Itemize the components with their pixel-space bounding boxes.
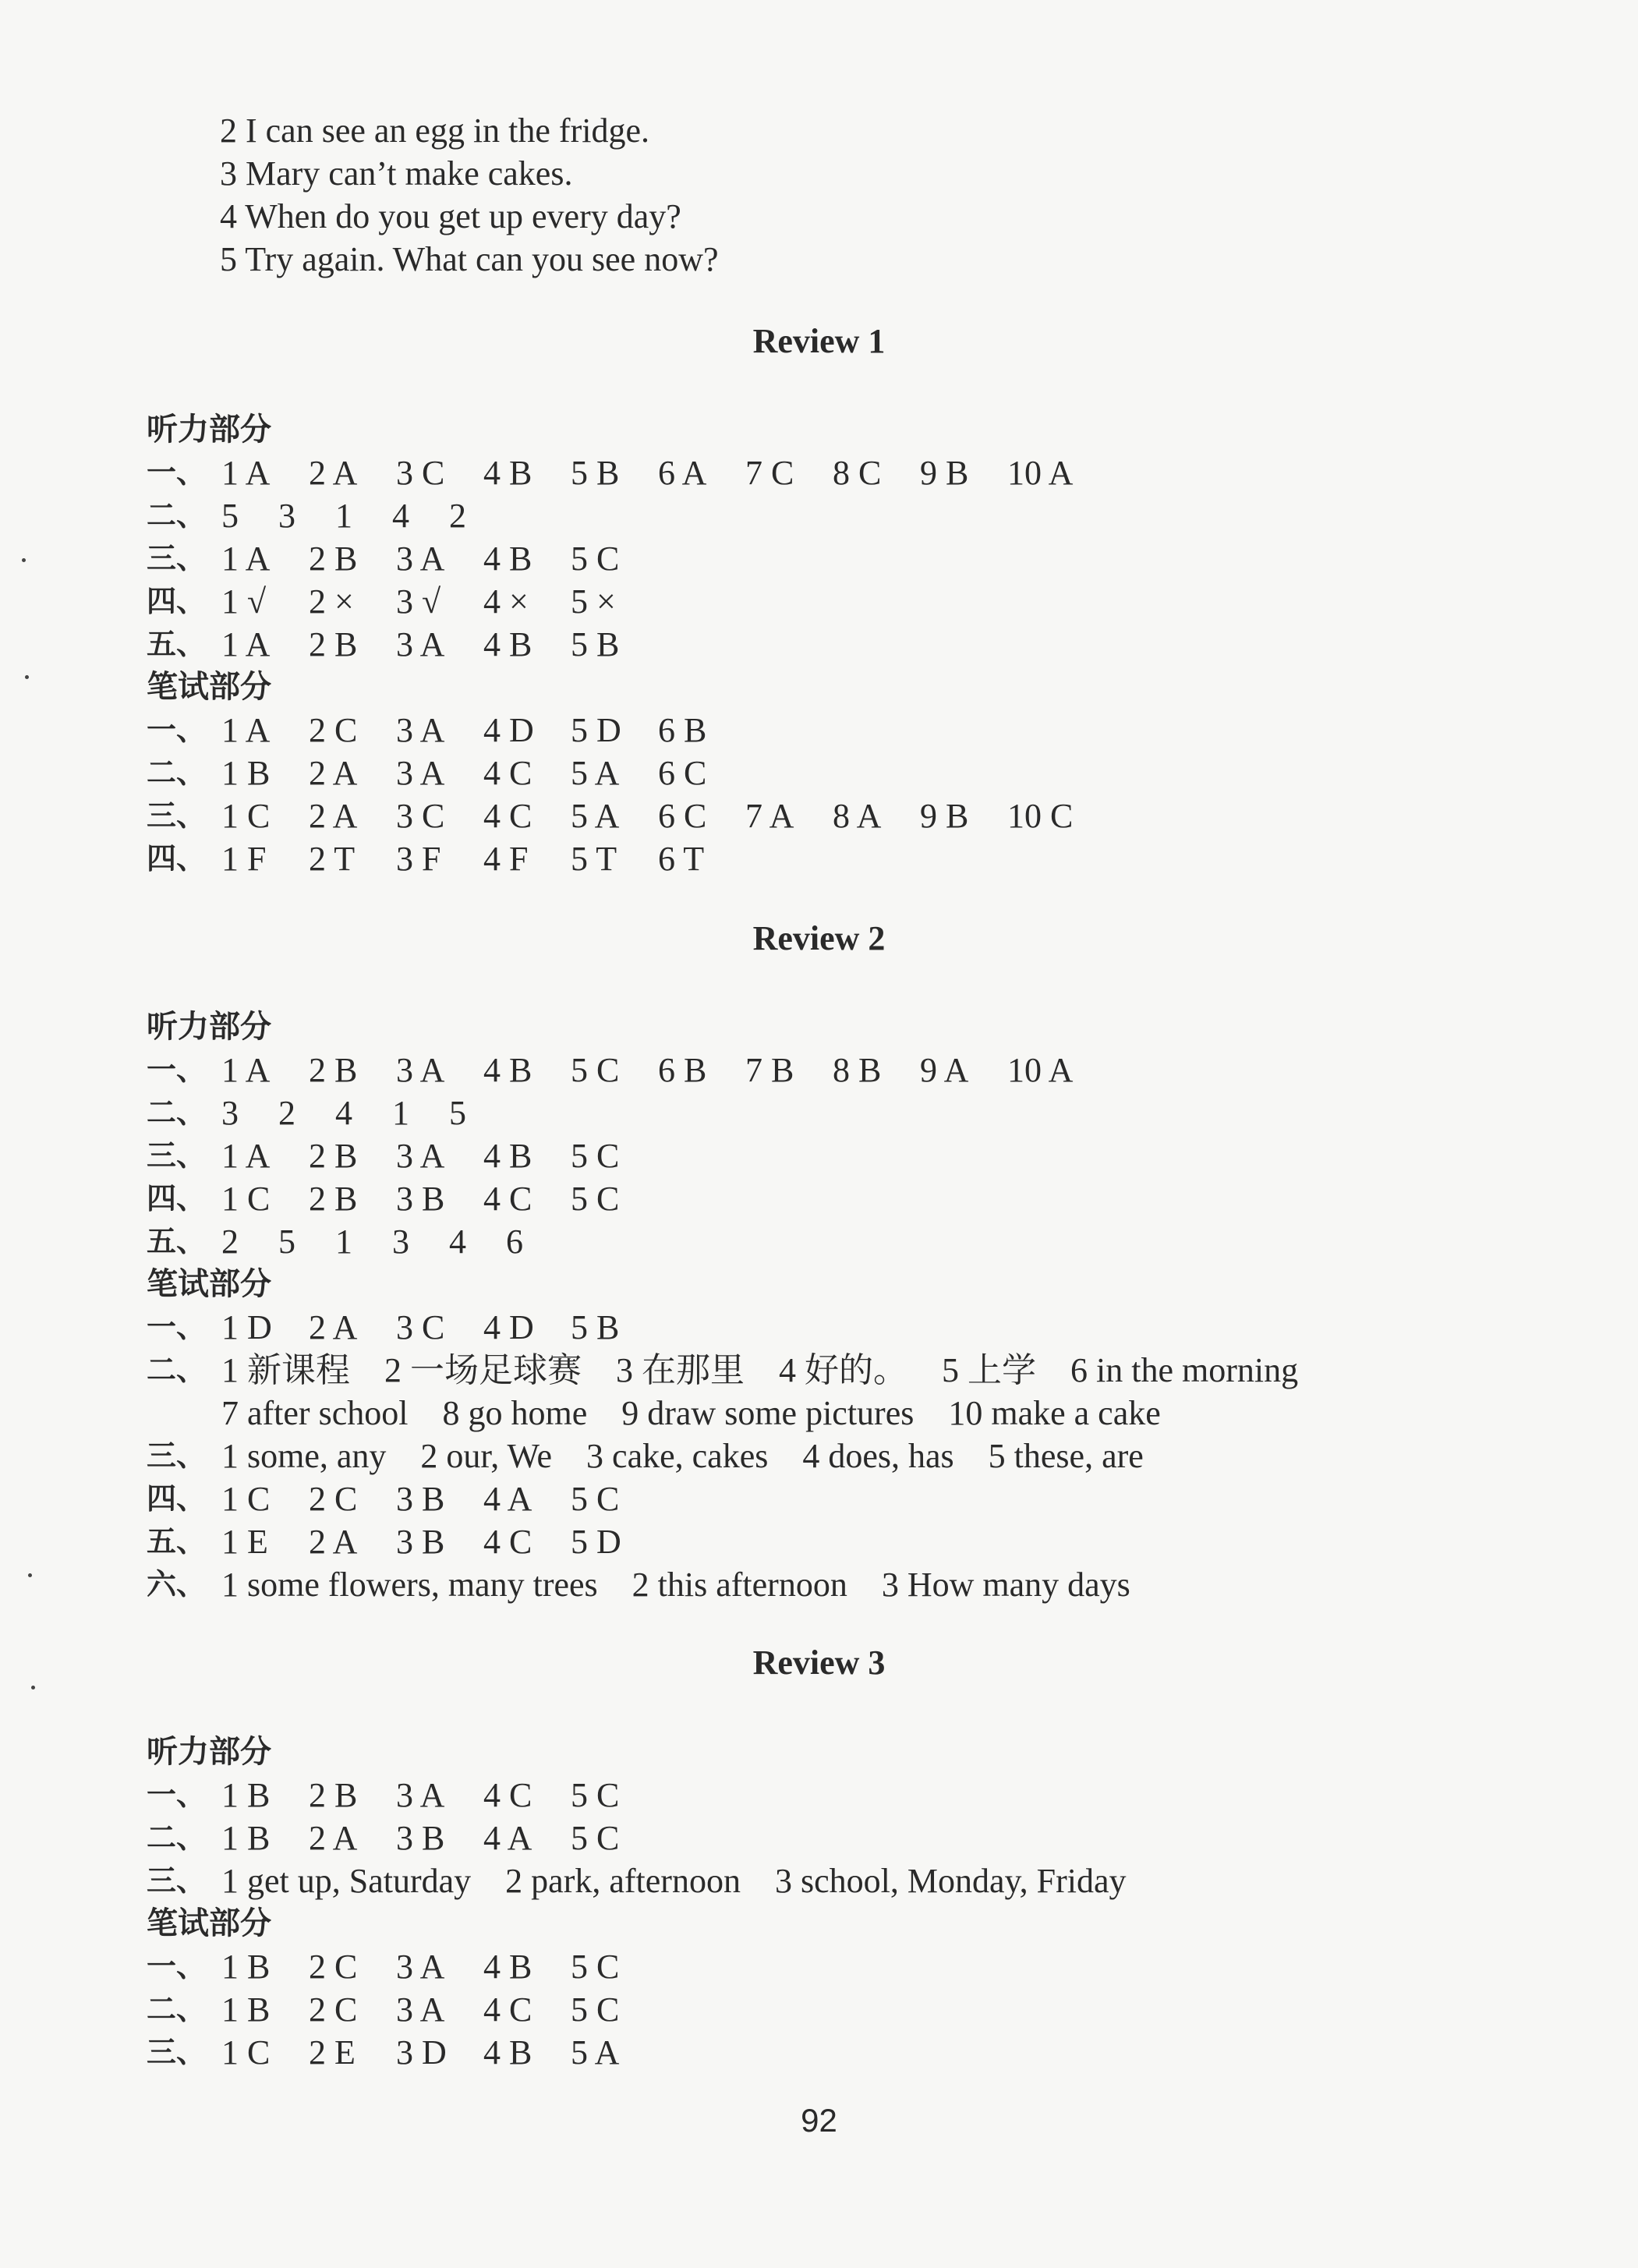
answer-item: 1 E [221, 1523, 268, 1561]
answer-item: 2 A [309, 1819, 358, 1857]
answer-item: 2 [278, 1094, 295, 1132]
answer-item: 1 A [221, 1137, 271, 1175]
question-number [147, 1392, 221, 1435]
answer-row [147, 752, 1095, 794]
answer-item: 5 × [571, 582, 616, 621]
answer-item: 5 B [571, 625, 620, 663]
question-number: 四、 [147, 841, 207, 876]
answer-item: 3 [392, 1222, 409, 1261]
question-number: 二、 [147, 1820, 207, 1855]
answer-item: 4 does, has [802, 1437, 954, 1475]
answer-item: 7 A [745, 797, 794, 835]
answer-item: 2 E [309, 2033, 356, 2072]
answer-row [147, 1134, 1332, 1177]
answer-item: 9 B [920, 454, 969, 492]
answer-item: 3 C [396, 454, 445, 492]
section-label: 笔试部分 [147, 1905, 271, 1941]
answer-item: 3 C [396, 1308, 445, 1346]
answer-item: 1 C [221, 797, 271, 835]
answer-item: 1 B [221, 1990, 271, 2029]
answer-item: 3 [221, 1094, 239, 1132]
answer-item: 3 F [396, 840, 441, 878]
answer-item: 5 C [571, 540, 620, 578]
answer-item: 2 T [309, 840, 356, 878]
answer-item: 1 F [221, 840, 267, 878]
question-number: 一、 [147, 1778, 207, 1812]
question-number: 三、 [147, 2035, 207, 2069]
answer-item: 4 B [483, 2033, 532, 2072]
answer-item: 5 C [571, 1990, 620, 2029]
question-number: 三、 [147, 541, 207, 575]
answer-item: 3 A [396, 540, 445, 578]
answer-item: 5 C [571, 1819, 620, 1857]
question-number: 一、 [147, 713, 207, 747]
scan-speck [22, 558, 26, 562]
section-label: 笔试部分 [147, 669, 271, 705]
answer-item: 4 B [483, 454, 532, 492]
answer-item: 9 A [920, 1051, 969, 1089]
answer-item: 2 [449, 497, 466, 535]
answer-item: 2 park, afternoon [505, 1862, 741, 1900]
answer-item: 2 our, We [420, 1437, 553, 1475]
answer-row [147, 580, 1095, 623]
answer-line: 3 Mary can’t make cakes. [220, 154, 573, 193]
answer-item: 5 D [571, 711, 621, 749]
answer-item: 4 A [483, 1480, 532, 1518]
question-number: 一、 [147, 455, 207, 490]
answer-item: 3 A [396, 1051, 445, 1089]
answer-item: 7 after school [221, 1394, 409, 1432]
answer-row [147, 1817, 1161, 1859]
answer-item: 5 C [571, 1480, 620, 1518]
answer-item: 4 C [483, 1990, 532, 2029]
answer-row [147, 1435, 1332, 1477]
answer-item: 3 A [396, 754, 445, 792]
answer-item: 4 D [483, 711, 534, 749]
answer-item: 3 D [396, 2033, 447, 2072]
answer-item: 3 school, Monday, Friday [774, 1862, 1127, 1900]
answer-item: 1 √ [221, 582, 267, 621]
answer-item: 1 A [221, 540, 271, 578]
answer-item: 1 [335, 1222, 352, 1261]
answer-item: 5 C [571, 1051, 620, 1089]
answer-row [147, 1306, 1332, 1349]
answer-item: 2 this afternoon [631, 1566, 847, 1604]
answer-item: 3 A [396, 1137, 445, 1175]
answer-item: 2 A [309, 454, 358, 492]
answer-item: 5 C [571, 1948, 620, 1986]
answer-item: 2 C [309, 1990, 358, 2029]
question-number: 三、 [147, 1863, 207, 1898]
answer-item: 1 B [221, 1819, 271, 1857]
page-number: 92 [801, 2102, 837, 2139]
answer-item: 3 C [396, 797, 445, 835]
answer-item: 3 B [396, 1180, 445, 1218]
question-number: 二、 [147, 1095, 207, 1130]
answer-item: 1 some, any [221, 1437, 387, 1475]
answer-line: 5 Try again. What can you see now? [220, 240, 719, 278]
answer-item: 2 A [309, 1523, 358, 1561]
answer-item: 1 [335, 497, 352, 535]
answer-item: 6 B [658, 711, 707, 749]
answer-row [147, 1477, 1332, 1520]
review-title: Review 3 [752, 1644, 886, 1682]
section-label: 听力部分 [147, 1734, 271, 1770]
question-number: 二、 [147, 1353, 207, 1387]
answer-item: 5 上学 [942, 1351, 1036, 1389]
answer-row [147, 2031, 1161, 2074]
answer-item: 3 在那里 [616, 1351, 745, 1389]
answer-item: 2 C [309, 711, 358, 749]
answer-row [147, 1563, 1332, 1606]
answer-row [147, 1859, 1161, 1902]
answer-item: 1 B [221, 1948, 271, 1986]
scan-speck [28, 1573, 32, 1577]
answer-item: 1 A [221, 711, 271, 749]
question-number: 二、 [147, 755, 207, 790]
question-number: 三、 [147, 1438, 207, 1473]
answer-item: 2 A [309, 797, 358, 835]
answer-item: 2 B [309, 1776, 358, 1814]
answer-item: 8 C [833, 454, 882, 492]
answer-row [147, 1092, 1332, 1134]
answer-item: 4 [449, 1222, 466, 1261]
answer-item: 1 [392, 1094, 409, 1132]
answer-item: 2 B [309, 1051, 358, 1089]
section-label: 听力部分 [147, 412, 271, 448]
continued-answers [220, 109, 719, 281]
answer-item: 4 C [483, 797, 532, 835]
answer-row [147, 1392, 1332, 1435]
answer-item: 3 A [396, 625, 445, 663]
answer-item: 3 √ [396, 582, 441, 621]
answer-item: 5 [449, 1094, 466, 1132]
answer-item: 4 B [483, 1948, 532, 1986]
answer-item: 4 B [483, 540, 532, 578]
question-number: 三、 [147, 1138, 207, 1173]
answer-item: 5 T [571, 840, 617, 878]
question-number: 五、 [147, 1224, 207, 1258]
answer-item: 1 A [221, 625, 271, 663]
answer-row [147, 537, 1095, 580]
answer-item: 10 A [1007, 1051, 1074, 1089]
answer-item: 8 go home [442, 1394, 588, 1432]
answer-item: 2 B [309, 1137, 358, 1175]
answer-item: 6 B [658, 1051, 707, 1089]
answer-item: 9 draw some pictures [621, 1394, 915, 1432]
answer-item: 3 How many days [881, 1566, 1130, 1604]
review-1-answers [147, 409, 1095, 880]
answer-item: 4 B [483, 1137, 532, 1175]
answer-item: 10 C [1007, 797, 1074, 835]
answer-item: 5 A [571, 754, 620, 792]
answer-line: 2 I can see an egg in the fridge. [220, 111, 649, 150]
answer-item: 5 B [571, 454, 620, 492]
answer-item: 3 B [396, 1523, 445, 1561]
answer-item: 6 T [658, 840, 705, 878]
answer-item: 4 × [483, 582, 529, 621]
answer-item: 9 B [920, 797, 969, 835]
question-number: 四、 [147, 1181, 207, 1215]
answer-item: 1 some flowers, many trees [221, 1566, 598, 1604]
answer-item: 3 B [396, 1480, 445, 1518]
answer-row [147, 1774, 1161, 1817]
answer-item: 5 [278, 1222, 295, 1261]
answer-item: 6 C [658, 754, 707, 792]
answer-item: 1 get up, Saturday [221, 1862, 472, 1900]
review-title: Review 2 [752, 919, 886, 957]
answer-item: 4 C [483, 754, 532, 792]
answer-row [147, 1349, 1332, 1392]
question-number: 四、 [147, 1481, 207, 1516]
answer-item: 3 A [396, 1990, 445, 2029]
answer-row [147, 794, 1095, 837]
answer-item: 3 [278, 497, 295, 535]
answer-item: 1 C [221, 2033, 271, 2072]
answer-item: 6 A [658, 454, 707, 492]
answer-item: 10 A [1007, 454, 1074, 492]
question-number: 三、 [147, 798, 207, 833]
question-number: 二、 [147, 1992, 207, 2026]
answer-item: 2 一场足球赛 [384, 1351, 582, 1389]
answer-item: 6 C [658, 797, 707, 835]
answer-row [147, 1220, 1332, 1263]
answer-item: 4 C [483, 1776, 532, 1814]
answer-item: 5 these, are [988, 1437, 1144, 1475]
answer-row [147, 1049, 1332, 1092]
answer-item: 10 make a cake [948, 1394, 1161, 1432]
review-3-answers [147, 1731, 1161, 2074]
answer-item: 6 [506, 1222, 523, 1261]
answer-item: 4 F [483, 840, 529, 878]
answer-item: 2 B [309, 1180, 358, 1218]
question-number: 二、 [147, 498, 207, 533]
answer-item: 5 D [571, 1523, 621, 1561]
answer-item: 1 C [221, 1480, 271, 1518]
question-number: 六、 [147, 1567, 207, 1601]
answer-item: 3 A [396, 1948, 445, 1986]
answer-item: 3 B [396, 1819, 445, 1857]
review-2-answers [147, 1006, 1332, 1606]
answer-row [147, 494, 1095, 537]
answer-item: 5 [221, 497, 239, 535]
answer-item: 1 C [221, 1180, 271, 1218]
answer-item: 1 B [221, 1776, 271, 1814]
question-number: 五、 [147, 627, 207, 661]
scan-speck [31, 1686, 35, 1690]
answer-item: 4 B [483, 625, 532, 663]
answer-row [147, 709, 1095, 752]
answer-item: 2 × [309, 582, 354, 621]
question-number: 五、 [147, 1524, 207, 1559]
question-number: 一、 [147, 1949, 207, 1983]
section-label: 笔试部分 [147, 1266, 271, 1302]
answer-item: 5 C [571, 1776, 620, 1814]
question-number: 一、 [147, 1053, 207, 1087]
answer-item: 3 A [396, 711, 445, 749]
answer-item: 4 [335, 1094, 352, 1132]
answer-item: 4 A [483, 1819, 532, 1857]
answer-item: 5 C [571, 1180, 620, 1218]
answer-item: 1 B [221, 754, 271, 792]
answer-item: 7 C [745, 454, 794, 492]
answer-row [147, 1177, 1332, 1220]
answer-item: 5 A [571, 797, 620, 835]
answer-item: 2 C [309, 1948, 358, 1986]
answer-item: 2 C [309, 1480, 358, 1518]
answer-item: 2 B [309, 540, 358, 578]
answer-row [147, 837, 1095, 880]
section-label: 听力部分 [147, 1009, 271, 1045]
answer-item: 3 cake, cakes [586, 1437, 769, 1475]
answer-item: 4 B [483, 1051, 532, 1089]
answer-item: 8 B [833, 1051, 882, 1089]
answer-item: 2 A [309, 754, 358, 792]
review-title: Review 1 [752, 322, 886, 360]
answer-item: 1 A [221, 454, 271, 492]
answer-item: 5 B [571, 1308, 620, 1346]
answer-item: 4 C [483, 1180, 532, 1218]
answer-item: 7 B [745, 1051, 794, 1089]
answer-item: 1 新课程 [221, 1351, 350, 1389]
answer-item: 4 C [483, 1523, 532, 1561]
answer-item: 1 A [221, 1051, 271, 1089]
answer-item: 2 [221, 1222, 239, 1261]
answer-item: 4 好的。 [779, 1351, 907, 1389]
answer-row [147, 1945, 1161, 1988]
question-number: 四、 [147, 584, 207, 618]
answer-item: 4 D [483, 1308, 534, 1346]
answer-row [147, 1520, 1332, 1563]
answer-item: 6 in the morning [1070, 1351, 1299, 1389]
answer-item: 2 B [309, 625, 358, 663]
answer-item: 8 A [833, 797, 882, 835]
answer-item: 5 A [571, 2033, 620, 2072]
answer-row [147, 623, 1095, 666]
answer-item: 3 A [396, 1776, 445, 1814]
answer-row [147, 1988, 1161, 2031]
answer-item: 2 A [309, 1308, 358, 1346]
scan-speck [25, 675, 29, 679]
answer-item: 5 C [571, 1137, 620, 1175]
question-number: 一、 [147, 1310, 207, 1344]
answer-line: 4 When do you get up every day? [220, 197, 681, 235]
answer-item: 1 D [221, 1308, 272, 1346]
answer-row [147, 451, 1095, 494]
answer-item: 4 [392, 497, 409, 535]
